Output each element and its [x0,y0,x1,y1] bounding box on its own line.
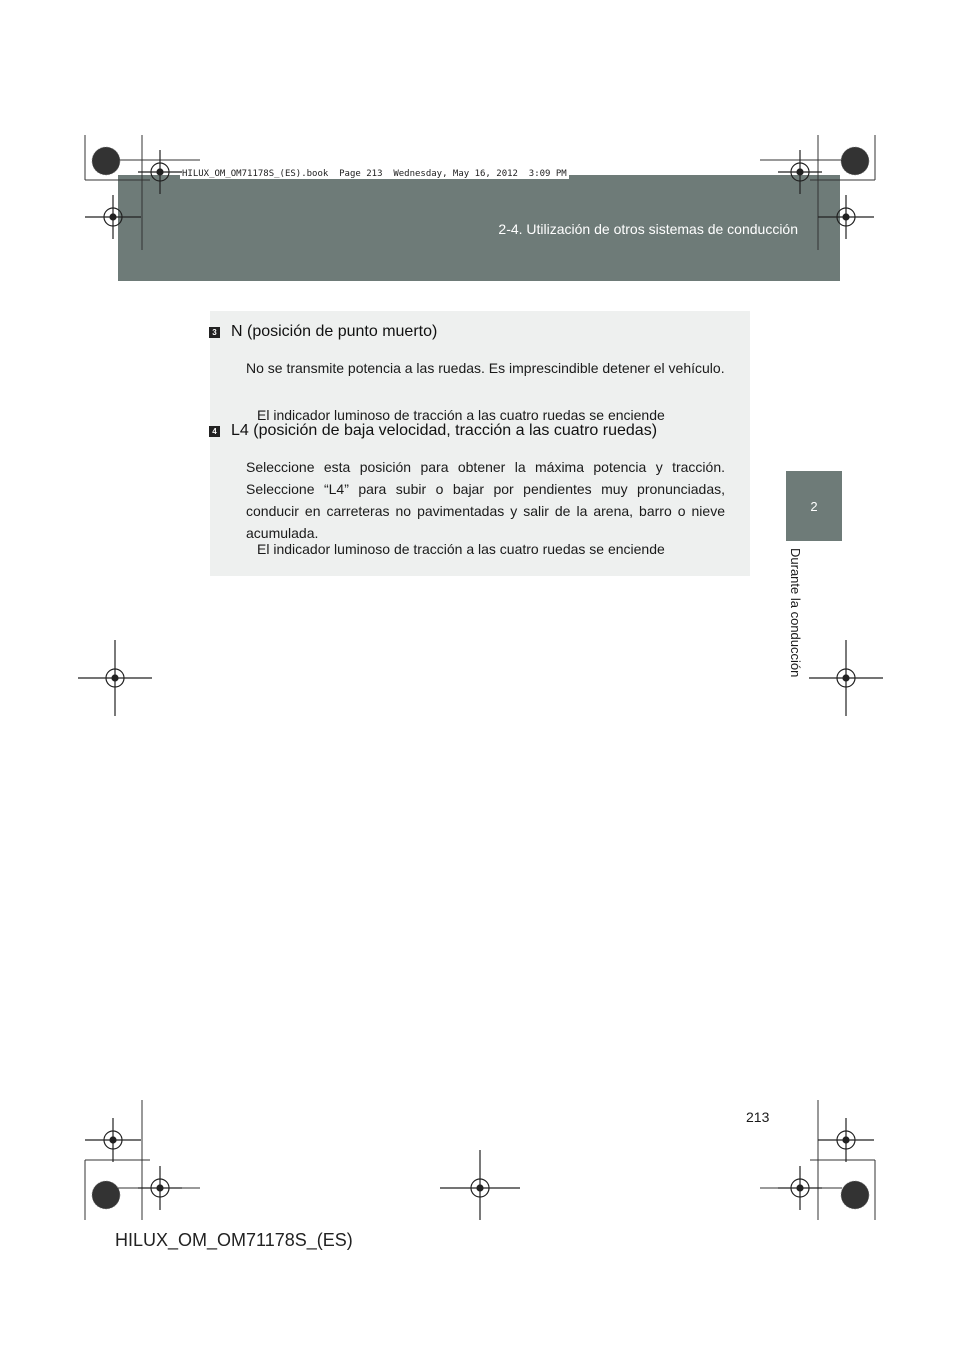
page-number: 213 [746,1109,770,1125]
item-title: N (posición de punto muerto) [231,323,438,340]
section-title: 2-4. Utilización de otros sistemas de conducción [498,221,798,237]
item-body: No se transmite potencia a las ruedas. Es imprescindible detener el vehículo. [246,360,725,376]
item-note: El indicador luminoso de tracción a las cuatro ruedas se enciende [257,541,665,557]
registration-target-icon [440,1150,520,1220]
item-marker: 4 [209,426,220,437]
registration-target-icon [78,640,152,716]
item-body: Seleccione esta posición para obtener la máxima potencia y tracción. Seleccione “L4” para subir o bajar por pendientes muy pronunciadas, conducir en carreteras no pavimentadas y salir de la arena, barro o nieve acumulada. [246,459,725,541]
registration-dial-icon [841,1181,869,1209]
registration-dial-icon [92,1181,120,1209]
item-title: L4 (posición de baja velocidad, tracción a las cuatro ruedas) [231,422,658,439]
chapter-number: 2 [810,499,818,514]
document-code: HILUX_OM_OM71178S_(ES) [115,1230,353,1250]
book-stamp: HILUX_OM_OM71178S_(ES).book Page 213 Wednesday, May 16, 2012 3:09 PM [182,169,567,179]
registration-target-icon [778,1166,822,1210]
registration-target-icon [85,1118,141,1162]
registration-dial-icon [92,147,120,175]
registration-target-icon [138,1166,182,1210]
item-marker: 3 [209,327,220,338]
registration-target-icon [809,640,883,716]
registration-target-icon [138,150,182,194]
registration-target-icon [778,150,822,194]
registration-dial-icon [841,147,869,175]
registration-target-icon [818,1118,874,1162]
registration-target-icon [818,195,874,239]
registration-target-icon [85,195,141,239]
chapter-label: Durante la conducción [788,548,803,678]
item-note: El indicador luminoso de tracción a las cuatro ruedas se enciende [257,407,665,423]
